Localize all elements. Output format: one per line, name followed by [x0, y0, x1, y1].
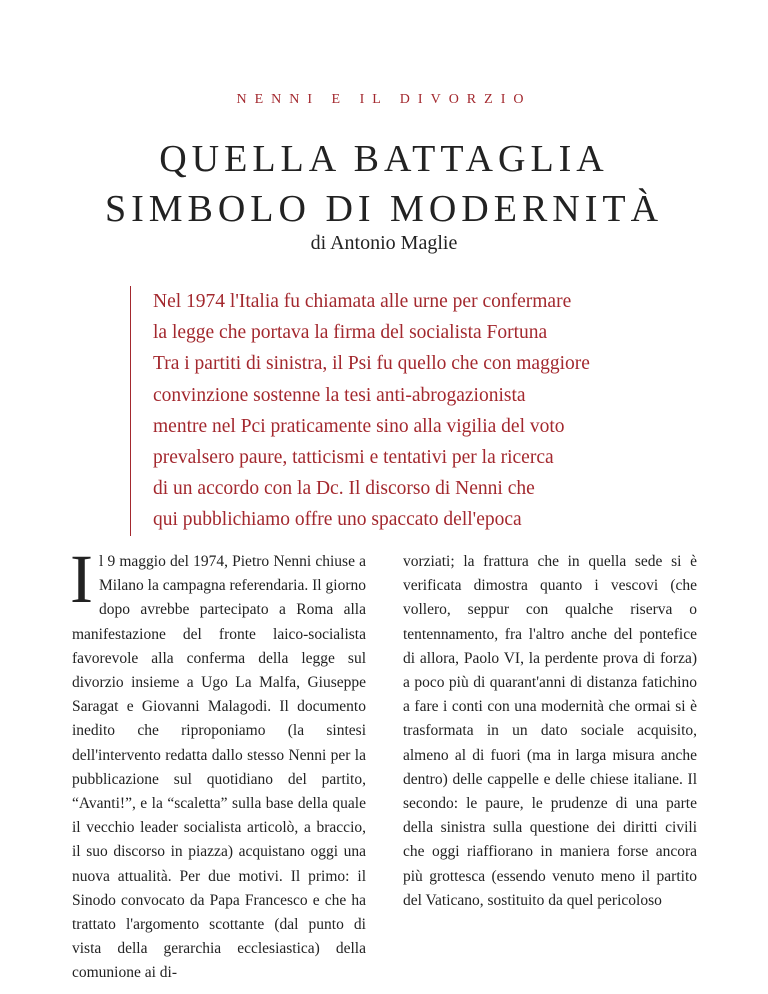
lede-line: qui pubblichiamo offre uno spaccato dell'epoca	[153, 509, 522, 531]
lede-block	[130, 286, 713, 536]
title-line-1: QUELLA BATTAGLIA	[159, 138, 609, 180]
lede-line: mentre nel Pci praticamente sino alla vigilia del voto	[153, 415, 565, 437]
lede-line: di un accordo con la Dc. Il discorso di Nenni che	[153, 478, 535, 500]
drop-cap: I	[70, 541, 93, 617]
byline: di Antonio Maglie	[310, 232, 458, 254]
article-title	[0, 134, 768, 234]
body-column-2	[403, 550, 697, 986]
article-kicker: NENNI E IL DIVORZIO	[236, 92, 532, 107]
column-2-text: vorziati; la frattura che in quella sede si è verificata dimostra quanto i vescovi (che vollero, seppur con qualche riserva o tentennamento, fra l'altro anche del pontefice di allora, Paolo VI, la perdente prova di forza) a poco più di quarant'anni di distanza fatichino a fare i conti con una modernità che ormai si è trasformata in un dato sociale acquisito, almeno al di fuori (ma in larga misura anche dentro) delle cappelle e delle chiese italiane. Il secondo: le paure, le prudenze di una parte della sinistra sulla questione dei diritti civili che oggi riaffiorano in maniera forse ancora più grottesca (essendo venuto meno il partito del Vaticano, sostituito da quel pericoloso	[403, 553, 697, 909]
lede-line: convinzione sostenne la tesi anti-abrogazionista	[153, 384, 526, 406]
column-1-text: l 9 maggio del 1974, Pietro Nenni chiuse a Milano la campagna referendaria. Il giorno dopo avrebbe partecipato a Roma alla manifestazione del fronte laico-socialista favorevole alla conferma della legge sul divorzio insieme a Ugo La Malfa, Giuseppe Saragat e Giovanni Malagodi. Il documento inedito che riproponiamo (la sintesi dell'intervento redatta dallo stesso Nenni per la pubblicazione sul quotidiano del partito, “Avanti!”, e la “scaletta” sulla base della quale il vecchio leader socialista articolò, a braccio, il suo discorso in piazza) acquistano oggi una nuova attualità. Per due motivi. Il primo: il Sinodo convocato da Papa Francesco e che ha trattato l'argomento scottante (dal punto di vista della gerarchia ecclesiastica) della comunione ai di-	[72, 553, 366, 982]
title-line-2: SIMBOLO DI MODERNITÀ	[104, 188, 664, 230]
article-body	[70, 541, 697, 986]
lede-line: Tra i partiti di sinistra, il Psi fu quello che con maggiore	[153, 353, 590, 375]
body-column-1	[70, 541, 366, 986]
lede-line: Nel 1974 l'Italia fu chiamata alle urne per confermare	[153, 291, 572, 312]
lede-line: prevalsero paure, tatticismi e tentativi per la ricerca	[153, 447, 554, 469]
lede-line: la legge che portava la firma del socialista Fortuna	[153, 322, 548, 344]
